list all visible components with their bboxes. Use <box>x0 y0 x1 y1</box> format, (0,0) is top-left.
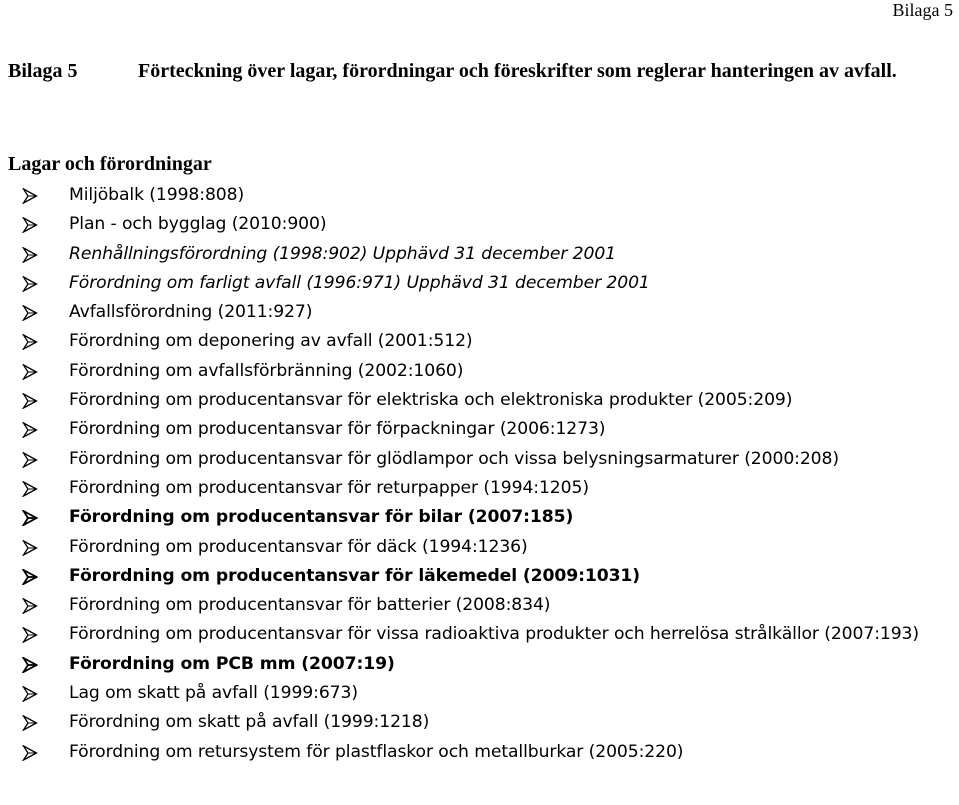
arrowhead-bullet-icon <box>22 305 38 321</box>
laws-section <box>8 151 956 767</box>
list-item <box>8 181 956 210</box>
list-item <box>8 620 956 649</box>
list-item-text: Förordning om producentansvar för batterier (2008:834) <box>69 595 551 616</box>
list-item-text: Förordning om producentansvar för däck (1994:1236) <box>69 536 528 557</box>
arrowhead-bullet-icon <box>22 422 38 438</box>
arrowhead-bullet-icon <box>22 657 38 673</box>
arrowhead-bullet-icon <box>22 364 38 380</box>
section-title: Lagar och förordningar <box>8 153 212 175</box>
list-item-text: Förordning om avfallsförbränning (2002:1060) <box>69 360 464 381</box>
list-item-text: Förordning om deponering av avfall (2001:512) <box>69 331 473 352</box>
list-item-text: Förordning om producentansvar för elektriska och elektroniska produkter (2005:209) <box>69 390 793 411</box>
list-item-text: Förordning om producentansvar för vissa radioaktiva produkter och herrelösa strålkällor (2007:193) <box>69 624 919 645</box>
list-item-text: Plan - och bygglag (2010:900) <box>69 214 327 235</box>
arrowhead-bullet-icon <box>22 188 38 204</box>
list-item <box>8 298 956 327</box>
list-item <box>8 327 956 356</box>
list-item-text: Avfallsförordning (2011:927) <box>69 302 313 323</box>
arrowhead-bullet-icon <box>22 715 38 731</box>
list-item <box>8 679 956 708</box>
list-item <box>8 386 956 415</box>
arrowhead-bullet-icon <box>22 686 38 702</box>
arrowhead-bullet-icon <box>22 627 38 643</box>
list-item-text: Förordning om producentansvar för glödlampor och vissa belysningsarmaturer (2000:208) <box>69 448 839 469</box>
arrowhead-bullet-icon <box>22 452 38 468</box>
appendix-label: Bilaga 5 <box>8 60 78 82</box>
list-item <box>8 210 956 239</box>
list-item <box>8 415 956 444</box>
list-item <box>8 240 956 269</box>
list-item <box>8 474 956 503</box>
list-item-text: Förordning om skatt på avfall (1999:1218) <box>69 712 430 733</box>
law-list <box>8 181 956 767</box>
arrowhead-bullet-icon <box>22 276 38 292</box>
arrowhead-bullet-icon <box>22 393 38 409</box>
running-header: Bilaga 5 <box>892 0 953 20</box>
list-item <box>8 503 956 532</box>
list-item-text: Förordning om producentansvar för bilar (2007:185) <box>69 507 574 528</box>
list-item <box>8 445 956 474</box>
list-item-text: Förordning om producentansvar för förpackningar (2006:1273) <box>69 419 606 440</box>
list-item <box>8 357 956 386</box>
arrowhead-bullet-icon <box>22 540 38 556</box>
arrowhead-bullet-icon <box>22 334 38 350</box>
list-item-text: Förordning om retursystem för plastflaskor och metallburkar (2005:220) <box>69 741 684 762</box>
list-item <box>8 591 956 620</box>
list-item <box>8 562 956 591</box>
arrowhead-bullet-icon <box>22 569 38 585</box>
arrowhead-bullet-icon <box>22 510 38 526</box>
list-item-text: Miljöbalk (1998:808) <box>69 185 245 205</box>
arrowhead-bullet-icon <box>22 598 38 614</box>
arrowhead-bullet-icon <box>22 745 38 761</box>
list-item <box>8 738 956 767</box>
list-item-text: Renhållningsförordning (1998:902) Upphävd 31 december 2001 <box>69 243 616 264</box>
list-item <box>8 650 956 679</box>
list-item <box>8 708 956 737</box>
list-item-text: Förordning om producentansvar för läkemedel (2009:1031) <box>69 565 641 586</box>
arrowhead-bullet-icon <box>22 217 38 233</box>
arrowhead-bullet-icon <box>22 247 38 263</box>
list-item-text: Förordning om producentansvar för returpapper (1994:1205) <box>69 477 589 498</box>
list-item <box>8 269 956 298</box>
document-title: Förteckning över lagar, förordningar och föreskrifter som reglerar hanteringen av avfall. <box>138 60 897 82</box>
list-item <box>8 533 956 562</box>
list-item-text: Förordning om PCB mm (2007:19) <box>69 653 395 674</box>
list-item-text: Lag om skatt på avfall (1999:673) <box>69 683 358 704</box>
arrowhead-bullet-icon <box>22 481 38 497</box>
list-item-text: Förordning om farligt avfall (1996:971) Upphävd 31 december 2001 <box>69 272 650 293</box>
